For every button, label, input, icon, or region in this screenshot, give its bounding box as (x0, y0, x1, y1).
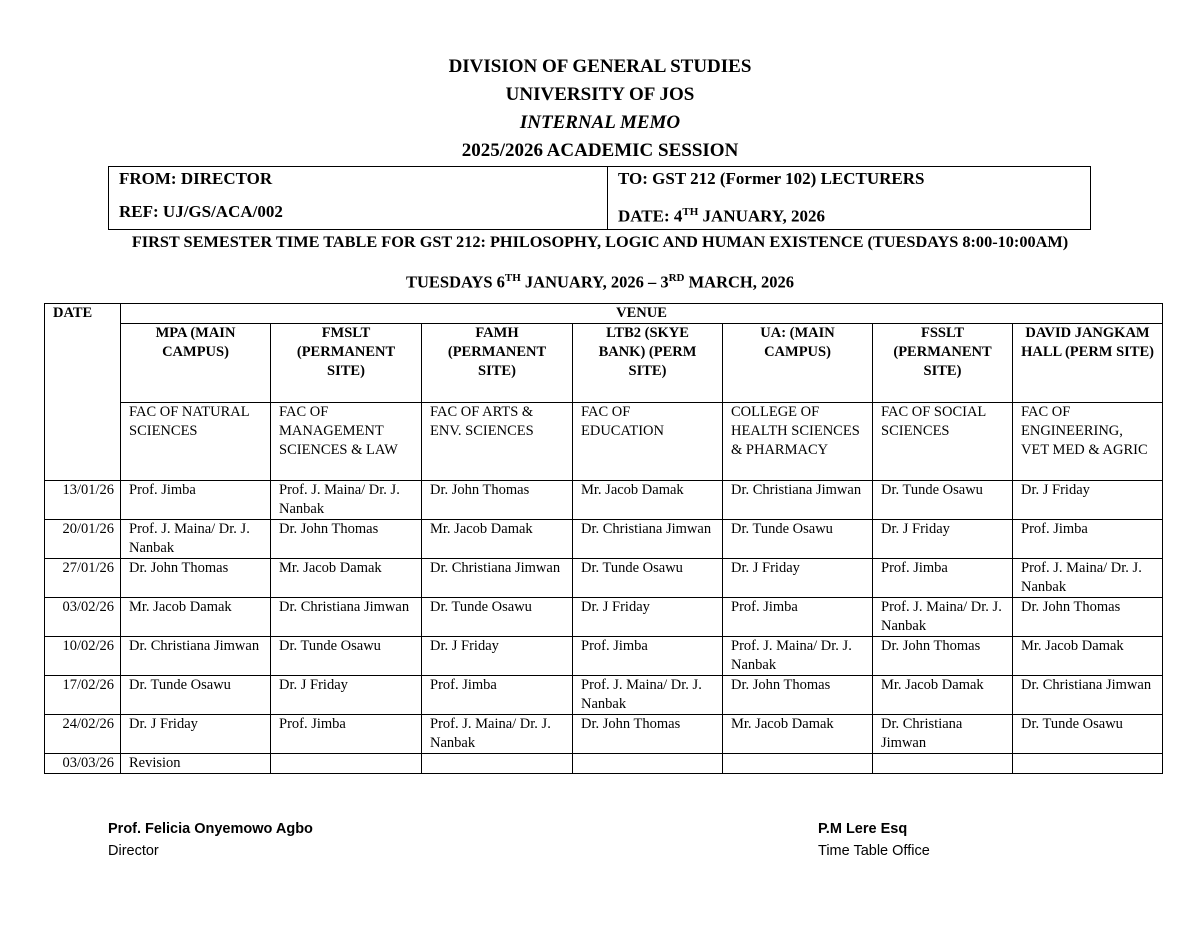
lecturer-cell: Prof. J. Maina/ Dr. J. Nanbak (1013, 559, 1163, 598)
faculty-cell: COLLEGE OF HEALTH SCIENCES & PHARMACY (723, 403, 873, 481)
memo-to: TO: GST 212 (Former 102) LECTURERS (618, 169, 925, 188)
venue-header: VENUE (121, 304, 1163, 324)
venue-header-cell: UA: (MAIN CAMPUS) (723, 324, 873, 403)
lecturer-cell: Prof. Jimba (271, 715, 422, 754)
lecturer-cell: Dr. J Friday (271, 676, 422, 715)
date-cell: 10/02/26 (45, 637, 121, 676)
lecturer-cell (271, 754, 422, 774)
date-cell: 13/01/26 (45, 481, 121, 520)
lecturer-cell: Dr. Christiana Jimwan (573, 520, 723, 559)
date-cell: 17/02/26 (45, 676, 121, 715)
lecturer-cell: Dr. J Friday (422, 637, 573, 676)
venue-header-cell: LTB2 (SKYE BANK) (PERM SITE) (573, 324, 723, 403)
timetable-office-signature (818, 818, 930, 862)
faculty-cell: FAC OF ARTS & ENV. SCIENCES (422, 403, 573, 481)
venue-header-cell: FMSLT (PERMANENT SITE) (271, 324, 422, 403)
venue-header-cell: DAVID JANGKAM HALL (PERM SITE) (1013, 324, 1163, 403)
lecturer-cell: Mr. Jacob Damak (1013, 637, 1163, 676)
venue-header-cell: FAMH (PERMANENT SITE) (422, 324, 573, 403)
lecturer-cell: Mr. Jacob Damak (121, 598, 271, 637)
lecturer-cell (422, 754, 573, 774)
date-cell: 03/03/26 (45, 754, 121, 774)
lecturer-cell: Prof. Jimba (422, 676, 573, 715)
lecturer-cell: Mr. Jacob Damak (271, 559, 422, 598)
lecturer-cell: Dr. John Thomas (422, 481, 573, 520)
memo-from: FROM: DIRECTOR (119, 169, 273, 188)
lecturer-cell: Prof. J. Maina/ Dr. J. Nanbak (121, 520, 271, 559)
table-row (45, 598, 1163, 637)
timetable (44, 303, 1163, 774)
date-range (0, 268, 1200, 293)
date-cell: 24/02/26 (45, 715, 121, 754)
memo-date-prefix: DATE: 4 (618, 206, 683, 226)
table-row (45, 676, 1163, 715)
memo-date-sup: TH (682, 206, 699, 218)
table-row (45, 637, 1163, 676)
table-row (45, 715, 1163, 754)
lecturer-cell: Dr. John Thomas (271, 520, 422, 559)
lecturer-cell: Prof. Jimba (121, 481, 271, 520)
lecturer-cell: Mr. Jacob Damak (573, 481, 723, 520)
lecturer-cell: Dr. Christiana Jimwan (121, 637, 271, 676)
lecturer-cell: Dr. Christiana Jimwan (422, 559, 573, 598)
lecturer-cell: Dr. J Friday (573, 598, 723, 637)
director-title: Director (108, 843, 159, 859)
table-row (45, 520, 1163, 559)
lecturer-cell: Prof. J. Maina/ Dr. J. Nanbak (873, 598, 1013, 637)
lecturer-cell: Prof. Jimba (723, 598, 873, 637)
memo-info-box (108, 166, 1091, 230)
lecturer-cell: Dr. J Friday (723, 559, 873, 598)
memo-date-suffix: JANUARY, 2026 (698, 206, 826, 226)
lecturer-cell: Dr. Tunde Osawu (271, 637, 422, 676)
officer-title: Time Table Office (818, 843, 930, 859)
lecturer-cell: Prof. J. Maina/ Dr. J. Nanbak (422, 715, 573, 754)
date-column-header: DATE (45, 304, 121, 481)
lecturer-cell: Prof. J. Maina/ Dr. J. Nanbak (723, 637, 873, 676)
date-range-end: MARCH, 2026 (684, 272, 794, 292)
university-heading: UNIVERSITY OF JOS (505, 84, 695, 105)
lecturer-cell: Dr. Tunde Osawu (422, 598, 573, 637)
lecturer-cell (573, 754, 723, 774)
faculty-cell: FAC OF ENGINEERING, VET MED & AGRIC (1013, 403, 1163, 481)
lecturer-cell: Dr. Tunde Osawu (873, 481, 1013, 520)
table-row (45, 754, 1163, 774)
memo-to-cell (608, 167, 1091, 230)
faculty-cell: FAC OF NATURAL SCIENCES (121, 403, 271, 481)
lecturer-cell: Dr. Tunde Osawu (573, 559, 723, 598)
date-range-start: TUESDAYS 6 (406, 272, 505, 292)
lecturer-cell: Dr. J Friday (121, 715, 271, 754)
venue-header-cell: MPA (MAIN CAMPUS) (121, 324, 271, 403)
date-cell: 03/02/26 (45, 598, 121, 637)
lecturer-cell: Mr. Jacob Damak (422, 520, 573, 559)
lecturer-cell (723, 754, 873, 774)
memo-heading: INTERNAL MEMO (519, 112, 681, 133)
date-range-end-sup: RD (668, 272, 685, 284)
lecturer-cell: Dr. Christiana Jimwan (1013, 676, 1163, 715)
lecturer-cell: Dr. Christiana Jimwan (723, 481, 873, 520)
venue-header-cell: FSSLT (PERMANENT SITE) (873, 324, 1013, 403)
director-name: Prof. Felicia Onyemowo Agbo (108, 821, 313, 837)
lecturer-cell: Dr. Christiana Jimwan (873, 715, 1013, 754)
lecturer-cell: Dr. John Thomas (573, 715, 723, 754)
lecturer-cell: Dr. John Thomas (121, 559, 271, 598)
lecturer-cell: Dr. Tunde Osawu (723, 520, 873, 559)
table-row (45, 559, 1163, 598)
lecturer-cell: Dr. John Thomas (723, 676, 873, 715)
lecturer-cell: Prof. Jimba (1013, 520, 1163, 559)
lecturer-cell: Prof. Jimba (573, 637, 723, 676)
lecturer-cell: Dr. Christiana Jimwan (271, 598, 422, 637)
lecturer-cell: Prof. J. Maina/ Dr. J. Nanbak (271, 481, 422, 520)
lecturer-cell: Dr. Tunde Osawu (121, 676, 271, 715)
lecturer-cell: Dr. Tunde Osawu (1013, 715, 1163, 754)
table-row (45, 481, 1163, 520)
lecturer-cell: Dr. J Friday (1013, 481, 1163, 520)
timetable-title: FIRST SEMESTER TIME TABLE FOR GST 212: PHILOSOPHY, LOGIC AND HUMAN EXISTENCE (TUESDAYS 8:00-10:00AM) (131, 232, 1069, 251)
lecturer-cell: Dr. John Thomas (1013, 598, 1163, 637)
division-heading: DIVISION OF GENERAL STUDIES (448, 56, 752, 77)
faculty-cell: FAC OF MANAGEMENT SCIENCES & LAW (271, 403, 422, 481)
lecturer-cell: Prof. J. Maina/ Dr. J. Nanbak (573, 676, 723, 715)
memo-date (618, 202, 1080, 227)
memo-ref: REF: UJ/GS/ACA/002 (119, 202, 283, 221)
faculty-cell: FAC OF SOCIAL SCIENCES (873, 403, 1013, 481)
date-range-start-sup: TH (504, 272, 521, 284)
date-cell: 20/01/26 (45, 520, 121, 559)
date-range-mid: JANUARY, 2026 – 3 (520, 272, 669, 292)
lecturer-cell: Prof. Jimba (873, 559, 1013, 598)
officer-name: P.M Lere Esq (818, 821, 908, 837)
director-signature (108, 818, 313, 862)
lecturer-cell: Revision (121, 754, 271, 774)
lecturer-cell (1013, 754, 1163, 774)
lecturer-cell: Dr. J Friday (873, 520, 1013, 559)
lecturer-cell: Dr. John Thomas (873, 637, 1013, 676)
session-heading: 2025/2026 ACADEMIC SESSION (461, 140, 739, 161)
lecturer-cell (873, 754, 1013, 774)
lecturer-cell: Mr. Jacob Damak (723, 715, 873, 754)
faculty-cell: FAC OF EDUCATION (573, 403, 723, 481)
date-cell: 27/01/26 (45, 559, 121, 598)
lecturer-cell: Mr. Jacob Damak (873, 676, 1013, 715)
memo-from-cell (109, 167, 608, 230)
